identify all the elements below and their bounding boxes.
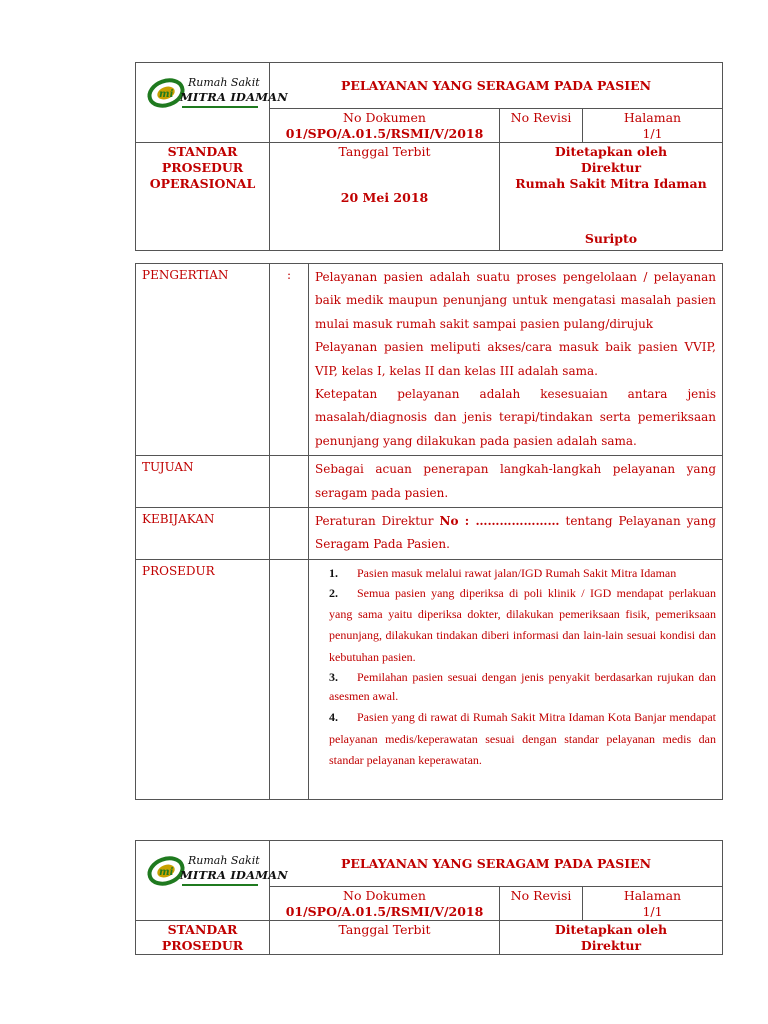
hospital-logo — [146, 73, 288, 113]
tanggal-cell — [270, 143, 500, 251]
pengertian-paragraph-2: Pelayanan pasien meliputi akses/cara masuk baik pasien VVIP, VIP, kelas I, kelas II dan kelas III adalah sama. — [315, 340, 716, 378]
no-dokumen-label: No Dokumen — [343, 110, 426, 125]
spo-line1: STANDAR — [167, 922, 238, 937]
halaman-cell — [583, 887, 723, 921]
content-table — [135, 263, 723, 800]
halaman-cell — [583, 109, 723, 143]
tanggal-cell — [270, 921, 500, 955]
prosedur-item — [329, 668, 716, 705]
no-dokumen-value: 01/SPO/A.01.5/RSMI/V/2018 — [285, 126, 484, 141]
no-dokumen-label: No Dokumen — [343, 888, 426, 903]
row-prosedur — [136, 559, 723, 799]
halaman-value: 1/1 — [642, 126, 663, 141]
kebijakan-text-cell — [309, 508, 723, 560]
logo-line2: MITRA IDAMAN — [180, 90, 288, 104]
kebijakan-label-cell — [136, 508, 270, 560]
prosedur-item-number: 1. — [329, 565, 338, 580]
pengertian-colon-cell — [270, 264, 309, 456]
kebijakan-number: No : ………………… — [439, 514, 560, 529]
kebijakan-text — [315, 510, 716, 557]
row-tujuan — [136, 456, 723, 508]
prosedur-item-text: Pemilahan pasien sesuai dengan jenis penyakit berdasarkan rujukan dan asesmen awal. — [329, 670, 716, 703]
tujuan-colon-cell — [270, 456, 309, 508]
header-table — [135, 62, 723, 251]
row-kebijakan — [136, 508, 723, 560]
prosedur-item-number: 4. — [329, 710, 338, 725]
prosedur-item-number: 3. — [329, 670, 338, 685]
prosedur-item — [329, 707, 716, 772]
no-dokumen-value: 01/SPO/A.01.5/RSMI/V/2018 — [285, 904, 484, 919]
pengertian-paragraph-1: Pelayanan pasien adalah suatu proses pengelolaan / pelayanan baik medik maupun penunjang untuk mengatasi masalah pasien mulai masuk rumah sakit sampai pasien pulang/dirujuk — [315, 270, 716, 331]
tanggal-label: Tanggal Terbit — [338, 144, 431, 159]
spo-line2: PROSEDUR — [161, 938, 244, 953]
logo-underline — [182, 884, 258, 886]
ditetapkan-cell — [500, 921, 723, 955]
prosedur-item-text: Pasien masuk melalui rawat jalan/IGD Rumah Sakit Mitra Idaman — [357, 565, 677, 580]
svg-text:mi: mi — [159, 867, 174, 878]
kebijakan-colon-cell — [270, 508, 309, 560]
prosedur-label-cell — [136, 559, 270, 799]
spo-line2: PROSEDUR — [161, 160, 244, 175]
halaman-label: Halaman — [623, 888, 682, 903]
pengertian-label: PENGERTIAN — [142, 268, 229, 282]
row-pengertian — [136, 264, 723, 456]
spo-line1: STANDAR — [167, 144, 238, 159]
spo-cell — [136, 143, 270, 251]
spo-line3: OPERASIONAL — [149, 176, 256, 191]
tanggal-value: 20 Mei 2018 — [340, 190, 429, 205]
prosedur-item-text: Semua pasien yang diperiksa di poli klinik / IGD mendapat perlakuan yang sama yaitu diperiksa dokter, dilakukan pemeriksaan fisik, pemeriksaan penunjang, dilakukan tindakan diberi informasi dan lain-lain sesuai kondisi dan kebutuhan pasien. — [329, 585, 716, 664]
prosedur-label: PROSEDUR — [142, 563, 215, 578]
header-table-repeat — [135, 840, 723, 955]
no-dokumen-cell — [270, 887, 500, 921]
doc-title: PELAYANAN YANG SERAGAM PADA PASIEN — [340, 77, 652, 93]
doc-title-cell — [270, 841, 723, 887]
logo-line1: Rumah Sakit — [188, 76, 260, 89]
no-revisi-cell — [500, 109, 583, 143]
spo-cell — [136, 921, 270, 955]
pengertian-paragraph-3: Ketepatan pelayanan adalah kesesuaian antara jenis masalah/diagnosis dan jenis terapi/tindakan serta pemeriksaan penunjang yang dilakukan pada pasien adalah sama. — [315, 387, 716, 448]
no-revisi-label: No Revisi — [510, 110, 572, 125]
logo-line1: Rumah Sakit — [188, 854, 260, 867]
logo-line2: MITRA IDAMAN — [180, 868, 288, 882]
kebijakan-prefix: Peraturan Direktur — [315, 514, 440, 529]
kebijakan-label: KEBIJAKAN — [142, 512, 215, 527]
prosedur-list-cell — [309, 559, 723, 799]
ditetapkan-line3: Rumah Sakit Mitra Idaman — [515, 176, 707, 191]
prosedur-colon-cell — [270, 559, 309, 799]
ditetapkan-cell — [500, 143, 723, 251]
logo-cell — [136, 63, 288, 143]
logo-underline — [182, 106, 258, 108]
pengertian-label-cell — [136, 264, 270, 456]
prosedur-item — [329, 583, 716, 668]
tujuan-label-cell — [136, 456, 270, 508]
doc-title: PELAYANAN YANG SERAGAM PADA PASIEN — [340, 855, 652, 871]
pengertian-text-cell — [309, 264, 723, 456]
tanggal-label: Tanggal Terbit — [338, 922, 431, 937]
signer-name: Suripto — [584, 231, 638, 246]
ditetapkan-line1: Ditetapkan oleh — [554, 144, 668, 159]
halaman-label: Halaman — [623, 110, 682, 125]
tujuan-text: Sebagai acuan penerapan langkah-langkah pelayanan yang seragam pada pasien. — [315, 462, 716, 500]
ditetapkan-line2: Direktur — [580, 160, 642, 175]
no-revisi-label: No Revisi — [510, 888, 572, 903]
ditetapkan-line1: Ditetapkan oleh — [554, 922, 668, 937]
svg-text:mi: mi — [159, 89, 174, 100]
hospital-logo — [146, 851, 288, 891]
ditetapkan-line2: Direktur — [580, 938, 642, 953]
prosedur-item — [329, 564, 716, 583]
halaman-value: 1/1 — [642, 904, 663, 919]
prosedur-item-number: 2. — [329, 585, 338, 600]
logo-cell — [136, 841, 288, 921]
no-revisi-cell — [500, 887, 583, 921]
pengertian-colon: : — [286, 268, 292, 282]
no-dokumen-cell — [270, 109, 500, 143]
kebijakan-suffix: tentang Pelayanan yang Seragam Pada Pasien. — [315, 514, 716, 552]
prosedur-item-text: Pasien yang di rawat di Rumah Sakit Mitra Idaman Kota Banjar mendapat pelayanan medis/keperawatan sesuai dengan standar pelayanan medis dan standar pelayanan keperawatan. — [329, 710, 716, 768]
doc-title-cell — [270, 63, 723, 109]
tujuan-label: TUJUAN — [142, 460, 194, 475]
tujuan-text-cell — [309, 456, 723, 508]
